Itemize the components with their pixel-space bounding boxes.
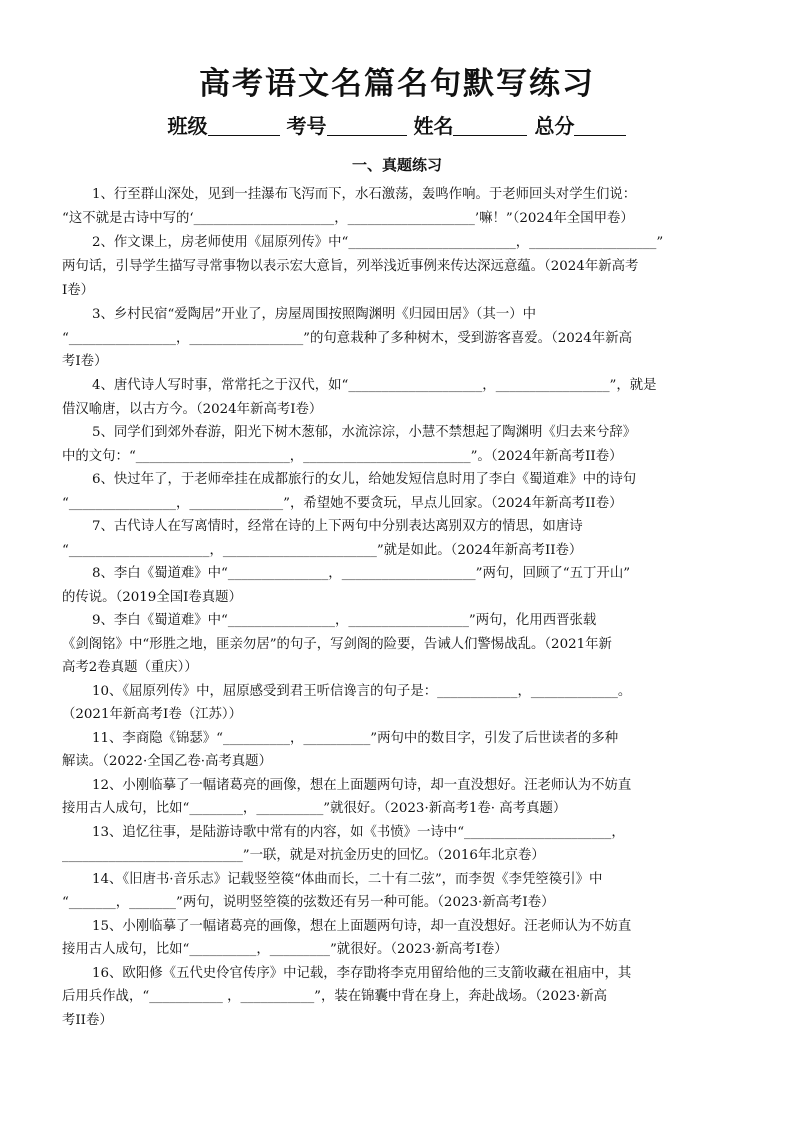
question-line: 接用古人成句，比如“__________，_________”就很好。（2023·新高考I卷） (62, 942, 508, 957)
question-line: 6、快过年了，于老师牵挂在成都旅行的女儿，给她发短信息时用了李白《蜀道难》中的诗句 (92, 472, 637, 487)
question-line: “________________，_________________”的句意栽种了多种树木，受到游客喜爱。（2024年新高 (62, 331, 632, 346)
class-blank[interactable] (208, 115, 280, 136)
name-label: 姓名 (413, 114, 454, 138)
question-line: 12、小刚临摹了一幅诸葛亮的画像，想在上面题两句诗，却一直没想好。汪老师认为不妨直 (92, 778, 632, 793)
exam-no-label: 考号 (286, 114, 327, 138)
question-line: 高考2卷真题（重庆）） (62, 660, 198, 675)
question-line: 5、同学们到郊外春游，阳光下树木葱郁，水流淙淙，小慧不禁想起了陶渊明《归去来兮辞》 (92, 425, 637, 440)
class-label: 班级 (167, 114, 208, 138)
question-line: 1、行至群山深处，见到一挂瀑布飞泻而下，水石激荡，轰鸣作响。于老师回头对学生们说： (92, 187, 637, 202)
question-line: 2、作文课上，房老师使用《屈原列传》中“_________________________，___________________” (92, 235, 664, 250)
question-line: “_______，_______”两句，说明竖箜篌的弦数还有另一种可能。（2023·新高考I卷） (62, 895, 555, 910)
question-line: 4、唐代诗人写时事，常常托之于汉代，如“____________________，_________________”，就是 (92, 378, 657, 393)
question-line: “这不就是古诗中写的‘_____________________，___________________’嘛！”（2024年全国甲卷） (62, 211, 634, 226)
question-line: 的传说。（2019全国I卷真题） (62, 590, 242, 605)
score-label: 总分 (534, 114, 575, 138)
section-title: 一、真题练习 (351, 156, 442, 174)
student-info-row (0, 110, 794, 139)
question-line: 9、李白《蜀道难》中“________________，__________________”两句，化用西晋张载 (92, 613, 597, 628)
question-line: 后用兵作战，“___________ ，___________”，装在锦囊中背在身上，奔赴战场。（2023·新高 (62, 989, 608, 1004)
question-line: 15、小刚临摹了一幅诸葛亮的画像，想在上面题两句诗，却一直没想好。汪老师认为不妨直 (92, 919, 632, 934)
worksheet-title: 高考语文名篇名句默写练习 (199, 66, 595, 102)
question-line: 3、乡村民宿“爱陶居”开业了，房屋周围按照陶渊明《归园田居》（其一）中 (92, 307, 537, 322)
question-line: 11、李商隐《锦瑟》“__________，__________”两句中的数目字，引发了后世读者的多种 (92, 731, 619, 746)
question-line: ___________________________”一联，就是对抗金历史的回忆。（2016年北京卷） (62, 848, 545, 863)
question-line: 考II卷） (62, 1013, 113, 1028)
question-line: 16、欧阳修《五代史伶官传序》中记载，李存勖将李克用留给他的三支箭收藏在祖庙中，其 (92, 966, 632, 981)
question-line: 解读。（2022·全国乙卷·高考真题） (62, 754, 272, 769)
question-line: 两句话，引导学生描写寻常事物以表示宏大意旨，列举浅近事例来传达深远意蕴。（2024年新高考 (62, 259, 639, 274)
score-blank[interactable] (574, 115, 626, 136)
question-line: 考I卷） (62, 354, 108, 369)
question-line: 接用古人成句，比如“________，__________”就很好。（2023·新高考1卷· 高考真题） (62, 801, 567, 816)
question-line: 10、《屈原列传》中，屈原感受到君王听信谗言的句子是：____________，_____________。 (92, 684, 632, 699)
question-line: “_____________________，_______________________”就是如此。（2024年新高考II卷） (62, 543, 583, 558)
question-line: “________________，______________”，希望她不要贪玩，早点儿回家。（2024年新高考II卷） (62, 496, 623, 511)
question-line: I卷） (62, 283, 95, 298)
question-line: 7、古代诗人在写离情时，经常在诗的上下两句中分别表达离别双方的情思，如唐诗 (92, 519, 583, 534)
question-line: 借汉喻唐，以古方今。（2024年新高考I卷） (62, 402, 323, 417)
question-line: 中的文句：“_______________________，_________________________”。（2024年新高考II卷） (62, 449, 623, 464)
question-line: 13、追忆往事，是陆游诗歌中常有的内容，如《书愤》一诗中“______________________， (92, 825, 625, 840)
question-line: 14、《旧唐书·音乐志》记载竖箜篌“体曲而长，二十有二弦”，而李贺《李凭箜篌引》中 (92, 872, 603, 887)
question-line: 8、李白《蜀道难》中“_______________，____________________”两句，回顾了“五丁开山” (92, 566, 631, 581)
exam-no-blank[interactable] (327, 115, 407, 136)
name-blank[interactable] (453, 115, 527, 136)
question-line: （2021年新高考I卷（江苏）） (62, 707, 242, 722)
question-line: 《剑阁铭》中“形胜之地，匪亲勿居”的句子，写剑阁的险要，告诫人们警惕战乱。（2021年新 (62, 637, 612, 652)
